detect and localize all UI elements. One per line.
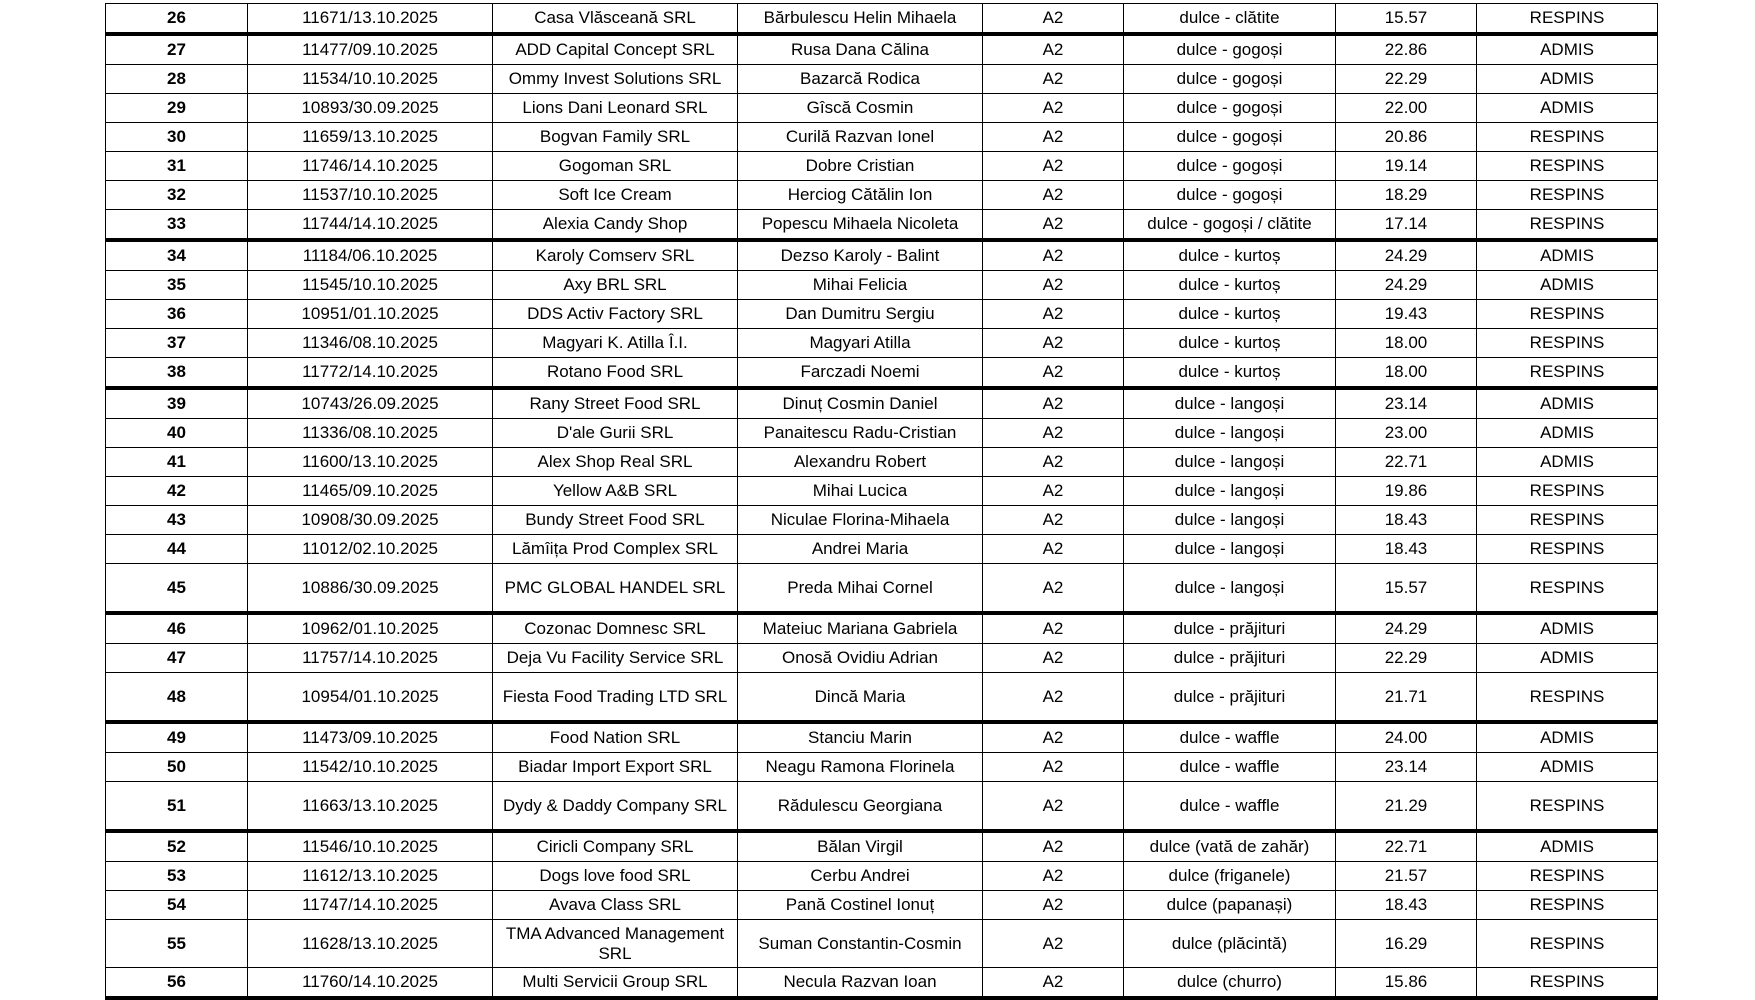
status-cell: ADMIS [1477, 419, 1658, 448]
row-number-cell: 41 [106, 448, 248, 477]
score-cell: 21.29 [1336, 782, 1477, 832]
score-cell: 22.86 [1336, 34, 1477, 65]
table-body [106, 4, 1658, 999]
company-name-cell: Fiesta Food Trading LTD SRL [493, 673, 738, 723]
registration-number-cell: 11663/13.10.2025 [248, 782, 493, 832]
table-row [106, 891, 1658, 920]
company-name-cell: Bundy Street Food SRL [493, 506, 738, 535]
score-cell: 15.86 [1336, 968, 1477, 999]
table-row [106, 94, 1658, 123]
company-name-cell: Biadar Import Export SRL [493, 753, 738, 782]
score-cell: 19.43 [1336, 300, 1477, 329]
row-number-cell: 38 [106, 358, 248, 389]
registration-number-cell: 11612/13.10.2025 [248, 862, 493, 891]
company-name-cell: Alexia Candy Shop [493, 210, 738, 241]
representative-name-cell: Dan Dumitru Sergiu [738, 300, 983, 329]
status-cell: RESPINS [1477, 123, 1658, 152]
table-row [106, 388, 1658, 419]
score-cell: 17.14 [1336, 210, 1477, 241]
table-row [106, 34, 1658, 65]
status-cell: ADMIS [1477, 271, 1658, 300]
table-row [106, 782, 1658, 832]
registration-number-cell: 11671/13.10.2025 [248, 4, 493, 35]
class-code-cell: A2 [983, 240, 1124, 271]
product-type-cell: dulce - prăjituri [1124, 613, 1336, 644]
representative-name-cell: Bărbulescu Helin Mihaela [738, 4, 983, 35]
representative-name-cell: Dobre Cristian [738, 152, 983, 181]
representative-name-cell: Mihai Lucica [738, 477, 983, 506]
representative-name-cell: Panaitescu Radu-Cristian [738, 419, 983, 448]
registration-number-cell: 11012/02.10.2025 [248, 535, 493, 564]
representative-name-cell: Pană Costinel Ionuț [738, 891, 983, 920]
status-cell: ADMIS [1477, 388, 1658, 419]
registration-number-cell: 10962/01.10.2025 [248, 613, 493, 644]
score-cell: 21.71 [1336, 673, 1477, 723]
row-number-cell: 32 [106, 181, 248, 210]
product-type-cell: dulce (churro) [1124, 968, 1336, 999]
score-cell: 20.86 [1336, 123, 1477, 152]
representative-name-cell: Andrei Maria [738, 535, 983, 564]
score-cell: 18.29 [1336, 181, 1477, 210]
registration-number-cell: 11473/09.10.2025 [248, 722, 493, 753]
product-type-cell: dulce - gogoși [1124, 65, 1336, 94]
class-code-cell: A2 [983, 831, 1124, 862]
representative-name-cell: Dezso Karoly - Balint [738, 240, 983, 271]
score-cell: 18.43 [1336, 506, 1477, 535]
score-cell: 22.71 [1336, 831, 1477, 862]
table-row [106, 240, 1658, 271]
row-number-cell: 53 [106, 862, 248, 891]
product-type-cell: dulce - prăjituri [1124, 644, 1336, 673]
product-type-cell: dulce - gogoși / clătite [1124, 210, 1336, 241]
status-cell: RESPINS [1477, 210, 1658, 241]
status-cell: RESPINS [1477, 329, 1658, 358]
representative-name-cell: Stanciu Marin [738, 722, 983, 753]
class-code-cell: A2 [983, 644, 1124, 673]
table-row [106, 123, 1658, 152]
score-cell: 15.57 [1336, 564, 1477, 614]
score-cell: 18.00 [1336, 329, 1477, 358]
status-cell: RESPINS [1477, 358, 1658, 389]
registration-number-cell: 11534/10.10.2025 [248, 65, 493, 94]
score-cell: 15.57 [1336, 4, 1477, 35]
status-cell: RESPINS [1477, 4, 1658, 35]
class-code-cell: A2 [983, 862, 1124, 891]
score-cell: 18.00 [1336, 358, 1477, 389]
representative-name-cell: Onosă Ovidiu Adrian [738, 644, 983, 673]
status-cell: RESPINS [1477, 564, 1658, 614]
table-row [106, 448, 1658, 477]
class-code-cell: A2 [983, 358, 1124, 389]
company-name-cell: Yellow A&B SRL [493, 477, 738, 506]
row-number-cell: 54 [106, 891, 248, 920]
score-cell: 24.29 [1336, 613, 1477, 644]
registration-number-cell: 11600/13.10.2025 [248, 448, 493, 477]
row-number-cell: 31 [106, 152, 248, 181]
class-code-cell: A2 [983, 782, 1124, 832]
table-row [106, 753, 1658, 782]
product-type-cell: dulce (vată de zahăr) [1124, 831, 1336, 862]
representative-name-cell: Bazarcă Rodica [738, 65, 983, 94]
product-type-cell: dulce - langoși [1124, 388, 1336, 419]
registration-number-cell: 11757/14.10.2025 [248, 644, 493, 673]
product-type-cell: dulce - gogoși [1124, 94, 1336, 123]
row-number-cell: 48 [106, 673, 248, 723]
class-code-cell: A2 [983, 65, 1124, 94]
row-number-cell: 34 [106, 240, 248, 271]
table-row [106, 613, 1658, 644]
class-code-cell: A2 [983, 753, 1124, 782]
class-code-cell: A2 [983, 388, 1124, 419]
representative-name-cell: Gîscă Cosmin [738, 94, 983, 123]
company-name-cell: Ciricli Company SRL [493, 831, 738, 862]
product-type-cell: dulce - waffle [1124, 722, 1336, 753]
row-number-cell: 42 [106, 477, 248, 506]
status-cell: ADMIS [1477, 94, 1658, 123]
product-type-cell: dulce - gogoși [1124, 123, 1336, 152]
company-name-cell: Rany Street Food SRL [493, 388, 738, 419]
row-number-cell: 44 [106, 535, 248, 564]
company-name-cell: DDS Activ Factory SRL [493, 300, 738, 329]
score-cell: 22.29 [1336, 65, 1477, 94]
row-number-cell: 37 [106, 329, 248, 358]
company-name-cell: Multi Servicii Group SRL [493, 968, 738, 999]
company-name-cell: Magyari K. Atilla Î.I. [493, 329, 738, 358]
table-row [106, 862, 1658, 891]
status-cell: ADMIS [1477, 644, 1658, 673]
row-number-cell: 26 [106, 4, 248, 35]
company-name-cell: Deja Vu Facility Service SRL [493, 644, 738, 673]
representative-name-cell: Neagu Ramona Florinela [738, 753, 983, 782]
status-cell: ADMIS [1477, 753, 1658, 782]
table-row [106, 506, 1658, 535]
company-name-cell: Gogoman SRL [493, 152, 738, 181]
status-cell: RESPINS [1477, 862, 1658, 891]
product-type-cell: dulce - kurtoș [1124, 358, 1336, 389]
registration-number-cell: 11184/06.10.2025 [248, 240, 493, 271]
company-name-cell: Bogvan Family SRL [493, 123, 738, 152]
score-cell: 23.14 [1336, 388, 1477, 419]
score-cell: 24.29 [1336, 271, 1477, 300]
status-cell: RESPINS [1477, 535, 1658, 564]
representative-name-cell: Rădulescu Georgiana [738, 782, 983, 832]
class-code-cell: A2 [983, 722, 1124, 753]
status-cell: ADMIS [1477, 448, 1658, 477]
registration-number-cell: 11760/14.10.2025 [248, 968, 493, 999]
table-row [106, 831, 1658, 862]
status-cell: RESPINS [1477, 300, 1658, 329]
score-cell: 24.00 [1336, 722, 1477, 753]
company-name-cell: Soft Ice Cream [493, 181, 738, 210]
row-number-cell: 45 [106, 564, 248, 614]
row-number-cell: 55 [106, 920, 248, 968]
product-type-cell: dulce - waffle [1124, 753, 1336, 782]
representative-name-cell: Niculae Florina-Mihaela [738, 506, 983, 535]
class-code-cell: A2 [983, 152, 1124, 181]
product-type-cell: dulce - kurtoș [1124, 271, 1336, 300]
score-cell: 24.29 [1336, 240, 1477, 271]
product-type-cell: dulce - langoși [1124, 506, 1336, 535]
table-row [106, 722, 1658, 753]
table-row [106, 644, 1658, 673]
class-code-cell: A2 [983, 535, 1124, 564]
registration-number-cell: 11772/14.10.2025 [248, 358, 493, 389]
representative-name-cell: Curilă Razvan Ionel [738, 123, 983, 152]
table-row [106, 152, 1658, 181]
company-name-cell: TMA Advanced Management SRL [493, 920, 738, 968]
class-code-cell: A2 [983, 34, 1124, 65]
company-name-cell: D'ale Gurii SRL [493, 419, 738, 448]
company-name-cell: Rotano Food SRL [493, 358, 738, 389]
product-type-cell: dulce - kurtoș [1124, 300, 1336, 329]
class-code-cell: A2 [983, 448, 1124, 477]
table-row [106, 564, 1658, 614]
row-number-cell: 51 [106, 782, 248, 832]
table-row [106, 535, 1658, 564]
registration-number-cell: 11628/13.10.2025 [248, 920, 493, 968]
registration-number-cell: 10908/30.09.2025 [248, 506, 493, 535]
representative-name-cell: Popescu Mihaela Nicoleta [738, 210, 983, 241]
registration-number-cell: 11747/14.10.2025 [248, 891, 493, 920]
class-code-cell: A2 [983, 181, 1124, 210]
class-code-cell: A2 [983, 506, 1124, 535]
row-number-cell: 49 [106, 722, 248, 753]
representative-name-cell: Dincă Maria [738, 673, 983, 723]
registration-number-cell: 11346/08.10.2025 [248, 329, 493, 358]
row-number-cell: 28 [106, 65, 248, 94]
class-code-cell: A2 [983, 94, 1124, 123]
table-row [106, 271, 1658, 300]
row-number-cell: 29 [106, 94, 248, 123]
registration-number-cell: 11744/14.10.2025 [248, 210, 493, 241]
product-type-cell: dulce - gogoși [1124, 152, 1336, 181]
score-cell: 21.57 [1336, 862, 1477, 891]
status-cell: RESPINS [1477, 181, 1658, 210]
registration-number-cell: 11542/10.10.2025 [248, 753, 493, 782]
product-type-cell: dulce (friganele) [1124, 862, 1336, 891]
registration-number-cell: 11477/09.10.2025 [248, 34, 493, 65]
product-type-cell: dulce (papanași) [1124, 891, 1336, 920]
status-cell: RESPINS [1477, 782, 1658, 832]
row-number-cell: 40 [106, 419, 248, 448]
row-number-cell: 52 [106, 831, 248, 862]
company-name-cell: Karoly Comserv SRL [493, 240, 738, 271]
score-cell: 19.86 [1336, 477, 1477, 506]
product-type-cell: dulce - prăjituri [1124, 673, 1336, 723]
representative-name-cell: Necula Razvan Ioan [738, 968, 983, 999]
company-name-cell: Dogs love food SRL [493, 862, 738, 891]
company-name-cell: Food Nation SRL [493, 722, 738, 753]
representative-name-cell: Alexandru Robert [738, 448, 983, 477]
class-code-cell: A2 [983, 968, 1124, 999]
company-name-cell: Axy BRL SRL [493, 271, 738, 300]
registration-number-cell: 11465/09.10.2025 [248, 477, 493, 506]
representative-name-cell: Preda Mihai Cornel [738, 564, 983, 614]
company-name-cell: Casa Vlăsceană SRL [493, 4, 738, 35]
product-type-cell: dulce - gogoși [1124, 181, 1336, 210]
representative-name-cell: Mateiuc Mariana Gabriela [738, 613, 983, 644]
score-cell: 22.00 [1336, 94, 1477, 123]
class-code-cell: A2 [983, 210, 1124, 241]
row-number-cell: 33 [106, 210, 248, 241]
product-type-cell: dulce - clătite [1124, 4, 1336, 35]
status-cell: RESPINS [1477, 673, 1658, 723]
product-type-cell: dulce - kurtoș [1124, 240, 1336, 271]
results-table [105, 3, 1658, 1000]
score-cell: 19.14 [1336, 152, 1477, 181]
product-type-cell: dulce - waffle [1124, 782, 1336, 832]
company-name-cell: Lions Dani Leonard SRL [493, 94, 738, 123]
table-row [106, 181, 1658, 210]
representative-name-cell: Bălan Virgil [738, 831, 983, 862]
class-code-cell: A2 [983, 123, 1124, 152]
product-type-cell: dulce - langoși [1124, 448, 1336, 477]
class-code-cell: A2 [983, 4, 1124, 35]
representative-name-cell: Farczadi Noemi [738, 358, 983, 389]
registration-number-cell: 10951/01.10.2025 [248, 300, 493, 329]
table-row [106, 65, 1658, 94]
product-type-cell: dulce - gogoși [1124, 34, 1336, 65]
row-number-cell: 35 [106, 271, 248, 300]
company-name-cell: Ommy Invest Solutions SRL [493, 65, 738, 94]
registration-number-cell: 10893/30.09.2025 [248, 94, 493, 123]
score-cell: 16.29 [1336, 920, 1477, 968]
table-row [106, 300, 1658, 329]
product-type-cell: dulce - langoși [1124, 564, 1336, 614]
score-cell: 23.00 [1336, 419, 1477, 448]
table-row [106, 4, 1658, 35]
row-number-cell: 50 [106, 753, 248, 782]
row-number-cell: 27 [106, 34, 248, 65]
class-code-cell: A2 [983, 673, 1124, 723]
status-cell: ADMIS [1477, 65, 1658, 94]
registration-number-cell: 11746/14.10.2025 [248, 152, 493, 181]
row-number-cell: 30 [106, 123, 248, 152]
status-cell: RESPINS [1477, 152, 1658, 181]
class-code-cell: A2 [983, 613, 1124, 644]
table-row [106, 920, 1658, 968]
registration-number-cell: 11546/10.10.2025 [248, 831, 493, 862]
class-code-cell: A2 [983, 477, 1124, 506]
class-code-cell: A2 [983, 329, 1124, 358]
table-row [106, 419, 1658, 448]
company-name-cell: Cozonac Domnesc SRL [493, 613, 738, 644]
company-name-cell: Lămîița Prod Complex SRL [493, 535, 738, 564]
class-code-cell: A2 [983, 564, 1124, 614]
row-number-cell: 56 [106, 968, 248, 999]
row-number-cell: 39 [106, 388, 248, 419]
status-cell: RESPINS [1477, 477, 1658, 506]
representative-name-cell: Dinuț Cosmin Daniel [738, 388, 983, 419]
representative-name-cell: Herciog Cătălin Ion [738, 181, 983, 210]
status-cell: RESPINS [1477, 920, 1658, 968]
status-cell: RESPINS [1477, 968, 1658, 999]
company-name-cell: PMC GLOBAL HANDEL SRL [493, 564, 738, 614]
class-code-cell: A2 [983, 271, 1124, 300]
table-row [106, 329, 1658, 358]
class-code-cell: A2 [983, 419, 1124, 448]
status-cell: ADMIS [1477, 613, 1658, 644]
class-code-cell: A2 [983, 920, 1124, 968]
table-row [106, 210, 1658, 241]
status-cell: ADMIS [1477, 34, 1658, 65]
row-number-cell: 43 [106, 506, 248, 535]
representative-name-cell: Rusa Dana Călina [738, 34, 983, 65]
status-cell: ADMIS [1477, 240, 1658, 271]
registration-number-cell: 10886/30.09.2025 [248, 564, 493, 614]
registration-number-cell: 11545/10.10.2025 [248, 271, 493, 300]
score-cell: 22.29 [1336, 644, 1477, 673]
score-cell: 23.14 [1336, 753, 1477, 782]
representative-name-cell: Mihai Felicia [738, 271, 983, 300]
status-cell: ADMIS [1477, 722, 1658, 753]
status-cell: RESPINS [1477, 506, 1658, 535]
score-cell: 22.71 [1336, 448, 1477, 477]
product-type-cell: dulce - langoși [1124, 535, 1336, 564]
representative-name-cell: Suman Constantin-Cosmin [738, 920, 983, 968]
table-row [106, 673, 1658, 723]
status-cell: RESPINS [1477, 891, 1658, 920]
table-row [106, 477, 1658, 506]
company-name-cell: Dydy & Daddy Company SRL [493, 782, 738, 832]
class-code-cell: A2 [983, 891, 1124, 920]
company-name-cell: Alex Shop Real SRL [493, 448, 738, 477]
registration-number-cell: 10954/01.10.2025 [248, 673, 493, 723]
status-cell: ADMIS [1477, 831, 1658, 862]
registration-number-cell: 11659/13.10.2025 [248, 123, 493, 152]
company-name-cell: ADD Capital Concept SRL [493, 34, 738, 65]
representative-name-cell: Cerbu Andrei [738, 862, 983, 891]
representative-name-cell: Magyari Atilla [738, 329, 983, 358]
registration-number-cell: 11537/10.10.2025 [248, 181, 493, 210]
score-cell: 18.43 [1336, 891, 1477, 920]
row-number-cell: 36 [106, 300, 248, 329]
registration-number-cell: 11336/08.10.2025 [248, 419, 493, 448]
table-row [106, 968, 1658, 999]
product-type-cell: dulce - langoși [1124, 477, 1336, 506]
product-type-cell: dulce - kurtoș [1124, 329, 1336, 358]
table-row [106, 358, 1658, 389]
company-name-cell: Avava Class SRL [493, 891, 738, 920]
score-cell: 18.43 [1336, 535, 1477, 564]
product-type-cell: dulce - langoși [1124, 419, 1336, 448]
registration-number-cell: 10743/26.09.2025 [248, 388, 493, 419]
row-number-cell: 47 [106, 644, 248, 673]
class-code-cell: A2 [983, 300, 1124, 329]
product-type-cell: dulce (plăcintă) [1124, 920, 1336, 968]
row-number-cell: 46 [106, 613, 248, 644]
